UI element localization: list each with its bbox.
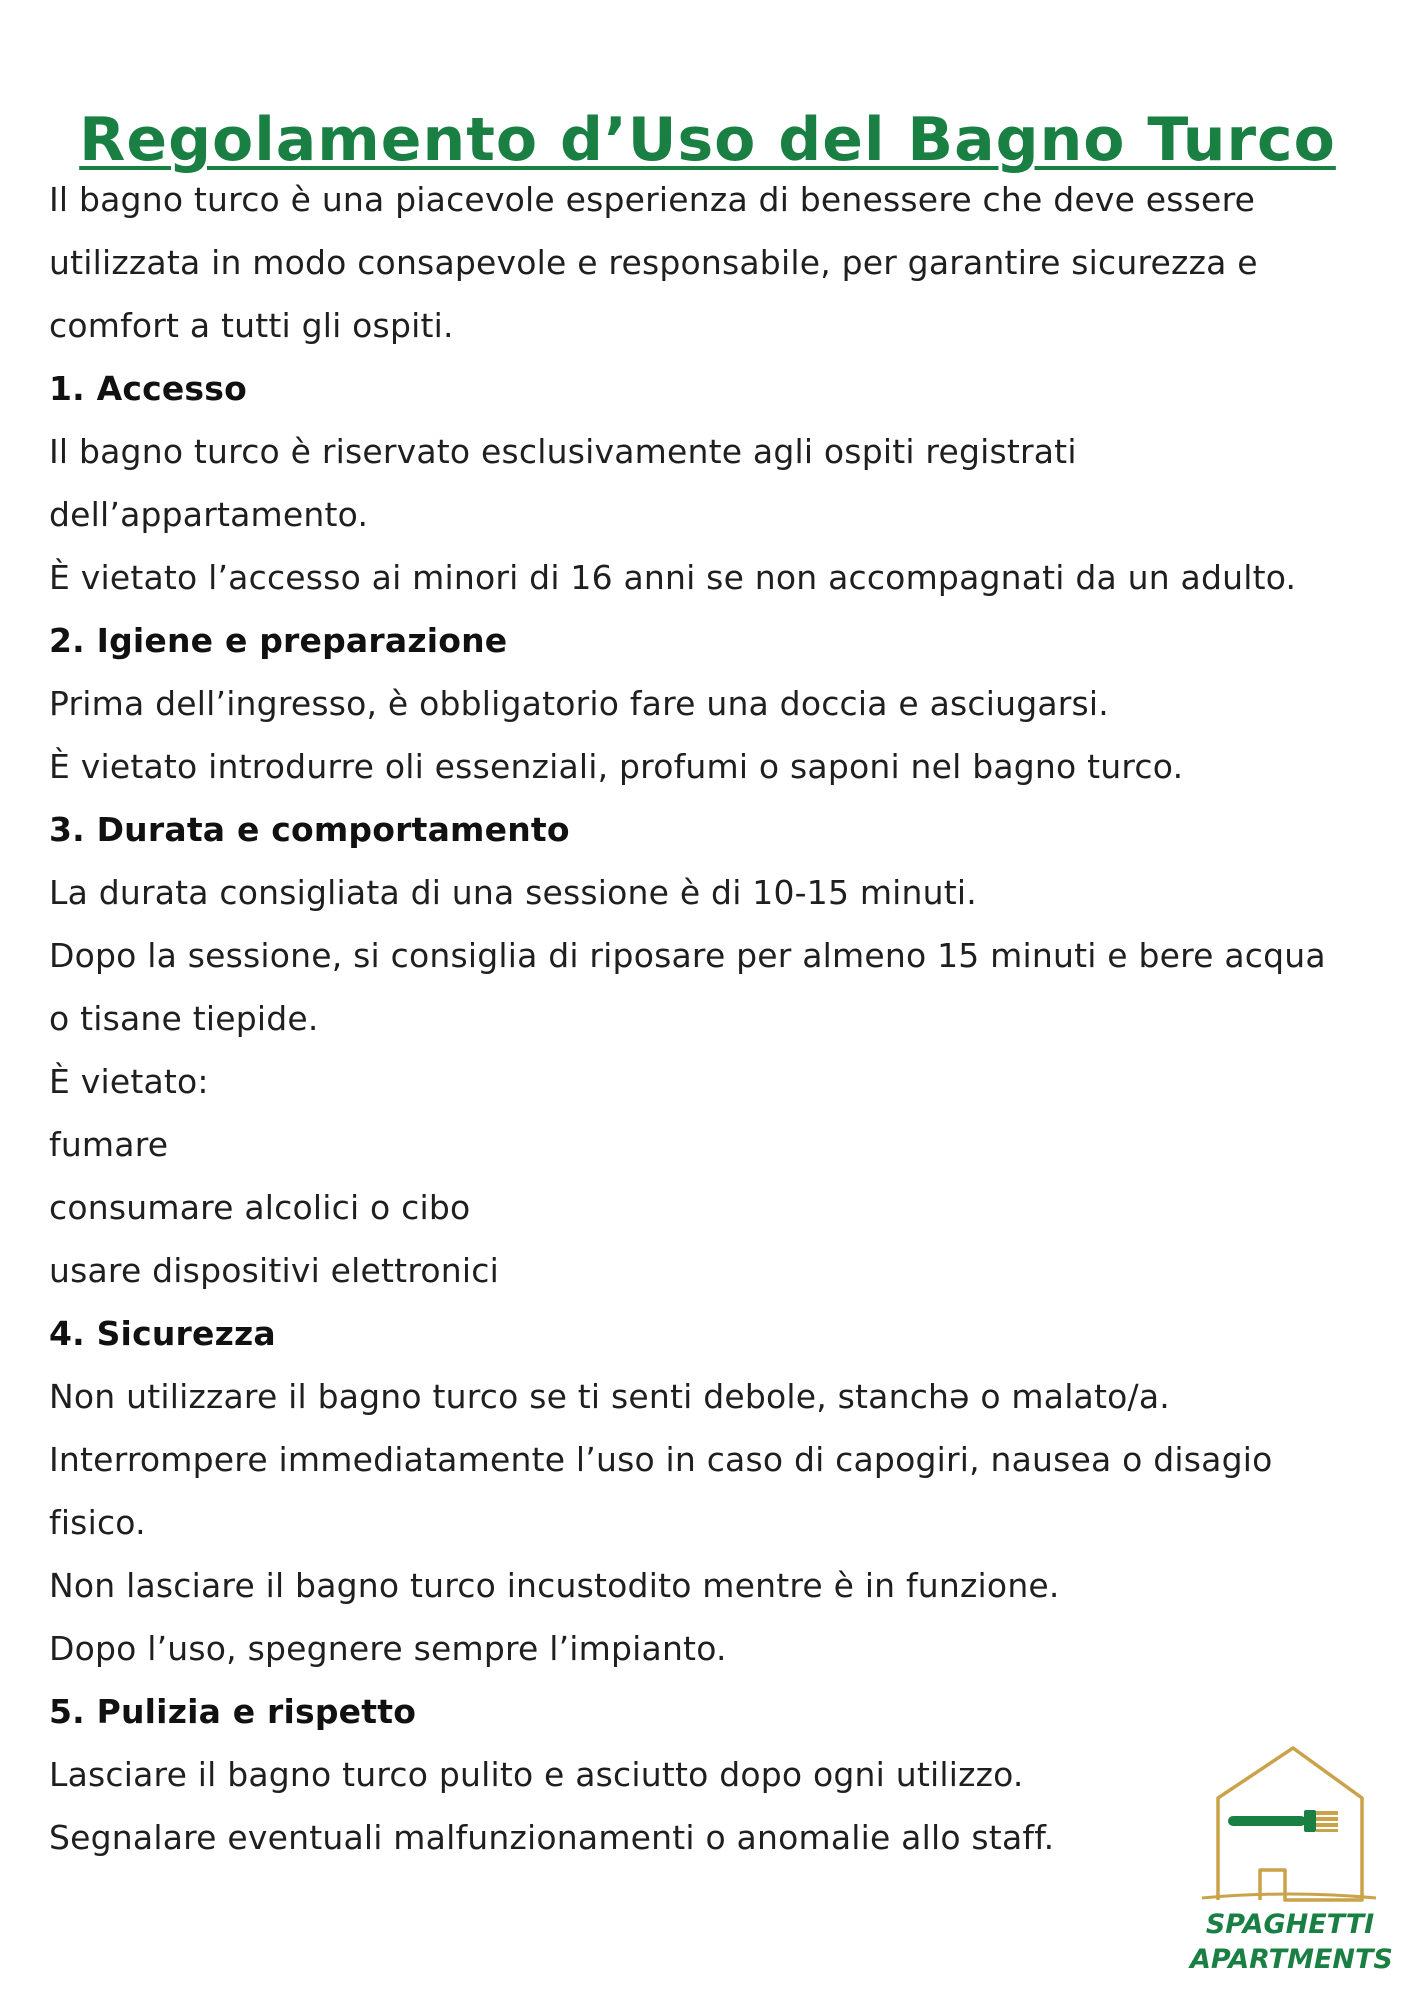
rule-text-line: È vietato l’accesso ai minori di 16 anni se non accompagnati da un adulto.	[49, 558, 1297, 597]
logo-text-line1: SPAGHETTI	[1205, 1909, 1375, 1940]
section-heading: 4. Sicurezza	[49, 1314, 276, 1353]
rule-text-line: Dopo l’uso, spegnere sempre l’impianto.	[49, 1629, 727, 1668]
rule-text-line: Non lasciare il bagno turco incustodito mentre è in funzione.	[49, 1566, 1060, 1605]
rule-text-line: fumare	[49, 1125, 169, 1164]
house-fork-icon	[1190, 1740, 1390, 1910]
rule-text-line: consumare alcolici o cibo	[49, 1188, 471, 1227]
rule-text-line: Prima dell’ingresso, è obbligatorio fare una doccia e asciugarsi.	[49, 684, 1109, 723]
rule-text-line: Il bagno turco è riservato esclusivamente agli ospiti registrati	[49, 432, 1077, 471]
rule-text-line: usare dispositivi elettronici	[49, 1251, 499, 1290]
logo-text-line2: APARTMENTS	[1190, 1944, 1393, 1975]
section-heading: 2. Igiene e preparazione	[49, 621, 508, 660]
rule-text-line: Dopo la sessione, si consiglia di riposare per almeno 15 minuti e bere acqua	[49, 936, 1326, 975]
section-heading: 3. Durata e comportamento	[49, 810, 570, 849]
rule-text-line: Il bagno turco è una piacevole esperienza di benessere che deve essere	[49, 180, 1256, 219]
rule-text-line: o tisane tiepide.	[49, 999, 319, 1038]
rule-text-line: È vietato:	[49, 1062, 209, 1101]
rule-text-line: comfort a tutti gli ospiti.	[49, 306, 454, 345]
rule-text-line: fisico.	[49, 1503, 146, 1542]
rule-text-line: La durata consigliata di una sessione è di 10-15 minuti.	[49, 873, 977, 912]
rules-body	[49, 168, 1369, 1869]
rule-text-line: È vietato introdurre oli essenziali, profumi o saponi nel bagno turco.	[49, 747, 1184, 786]
rule-text-line: Interrompere immediatamente l’uso in caso di capogiri, nausea o disagio	[49, 1440, 1273, 1479]
rule-text-line: Non utilizzare il bagno turco se ti senti debole, stanchə o malato/a.	[49, 1377, 1170, 1416]
rule-text-line: Lasciare il bagno turco pulito e asciutto dopo ogni utilizzo.	[49, 1755, 1024, 1794]
page-title: Regolamento d’Uso del Bagno Turco	[79, 105, 1336, 176]
section-heading: 5. Pulizia e rispetto	[49, 1692, 417, 1731]
section-heading: 1. Accesso	[49, 369, 247, 408]
spaghetti-apartments-logo	[1190, 1740, 1393, 1985]
rule-text-line: Segnalare eventuali malfunzionamenti o anomalie allo staff.	[49, 1818, 1055, 1857]
rule-text-line: dell’appartamento.	[49, 495, 369, 534]
rule-text-line: utilizzata in modo consapevole e responsabile, per garantire sicurezza e	[49, 243, 1258, 282]
